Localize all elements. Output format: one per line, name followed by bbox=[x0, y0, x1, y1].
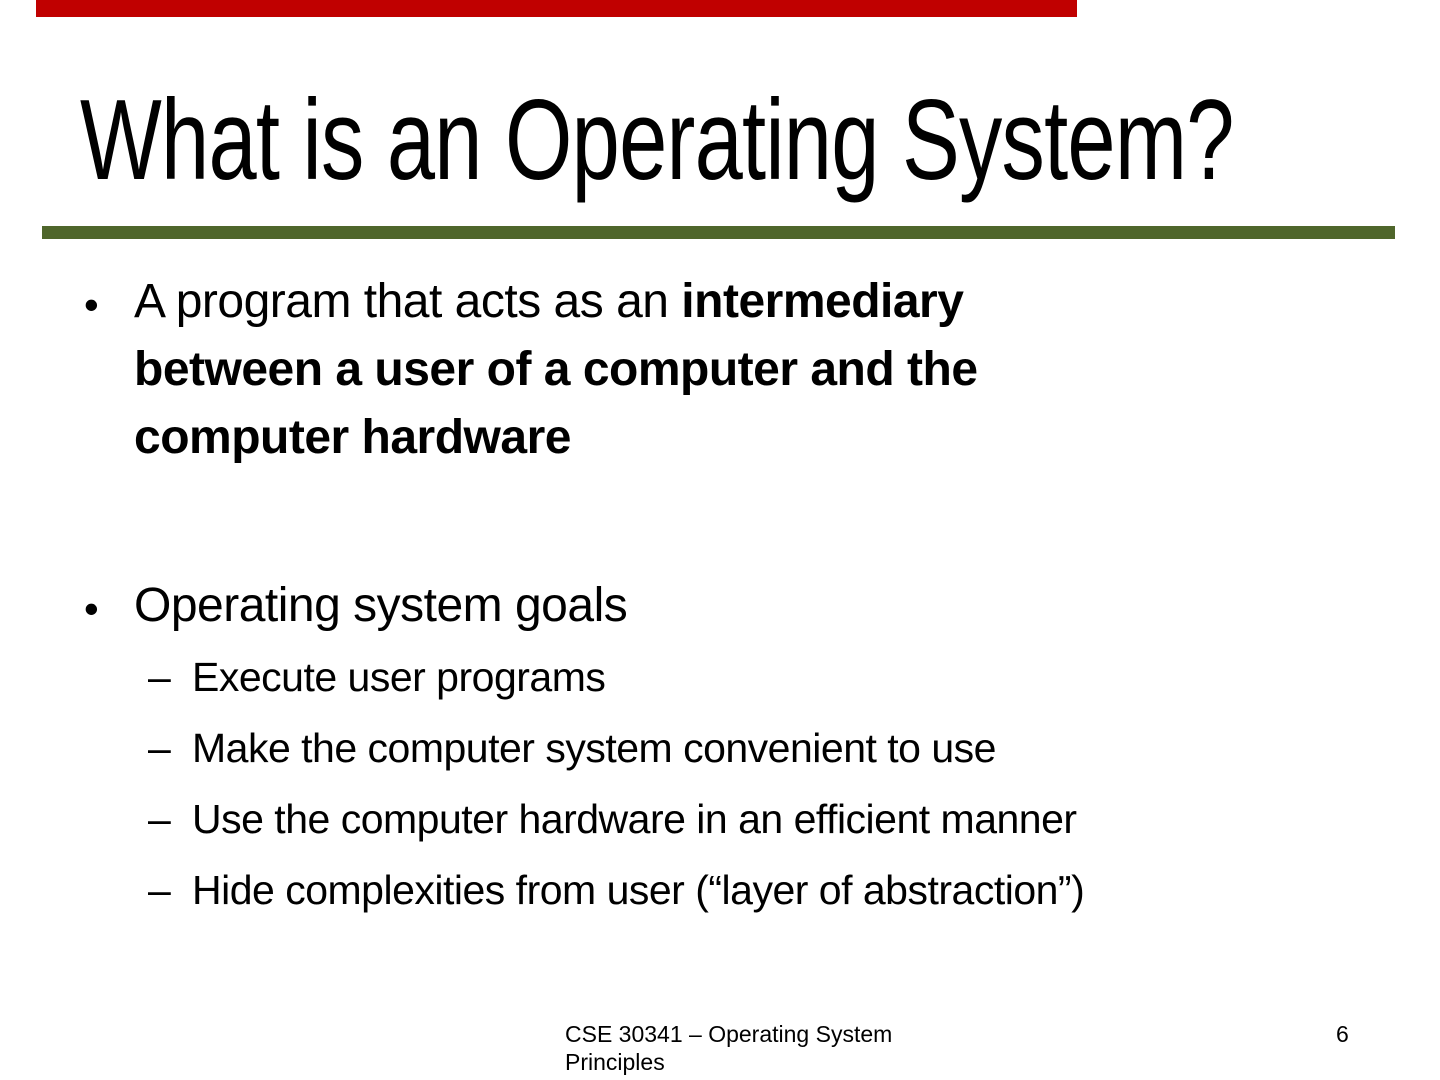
bullet-item-intermediary bbox=[134, 268, 978, 472]
sub-bullet-list bbox=[148, 642, 1084, 926]
page-number: 6 bbox=[1336, 1021, 1349, 1047]
sub-bullet-text: Execute user programs bbox=[192, 654, 606, 700]
bullet1-line1-bold: intermediary bbox=[681, 275, 964, 328]
sub-bullet-text: Make the computer system convenient to use bbox=[192, 725, 996, 771]
bullet1-line1 bbox=[134, 268, 978, 336]
sub-bullet-abstraction bbox=[148, 855, 1084, 926]
bullet-item-goals: Operating system goals bbox=[134, 579, 628, 632]
dash-marker: – bbox=[148, 725, 171, 771]
slide-title: What is an Operating System? bbox=[80, 77, 1234, 204]
sub-bullet-efficient bbox=[148, 784, 1084, 855]
bullet-marker: • bbox=[84, 281, 99, 328]
top-accent-bar bbox=[36, 0, 1077, 17]
bullet1-line2: between a user of a computer and the bbox=[134, 343, 978, 396]
sub-bullet-text: Use the computer hardware in an efficient manner bbox=[192, 796, 1077, 842]
title-divider-rule bbox=[42, 226, 1395, 239]
sub-bullet-text: Hide complexities from user (“layer of abstraction”) bbox=[192, 867, 1085, 913]
footer-course-line2: Principles bbox=[565, 1049, 665, 1075]
dash-marker: – bbox=[148, 796, 171, 842]
footer-course-line1: CSE 30341 – Operating System bbox=[565, 1021, 893, 1047]
sub-bullet-convenient bbox=[148, 713, 1084, 784]
dash-marker: – bbox=[148, 654, 171, 700]
dash-marker: – bbox=[148, 867, 171, 913]
bullet1-line3: computer hardware bbox=[134, 411, 571, 464]
bullet1-line1-normal: A program that acts as an bbox=[134, 275, 682, 328]
bullet-marker: • bbox=[84, 585, 99, 632]
sub-bullet-execute bbox=[148, 642, 1084, 713]
footer-course-name bbox=[565, 1020, 892, 1076]
